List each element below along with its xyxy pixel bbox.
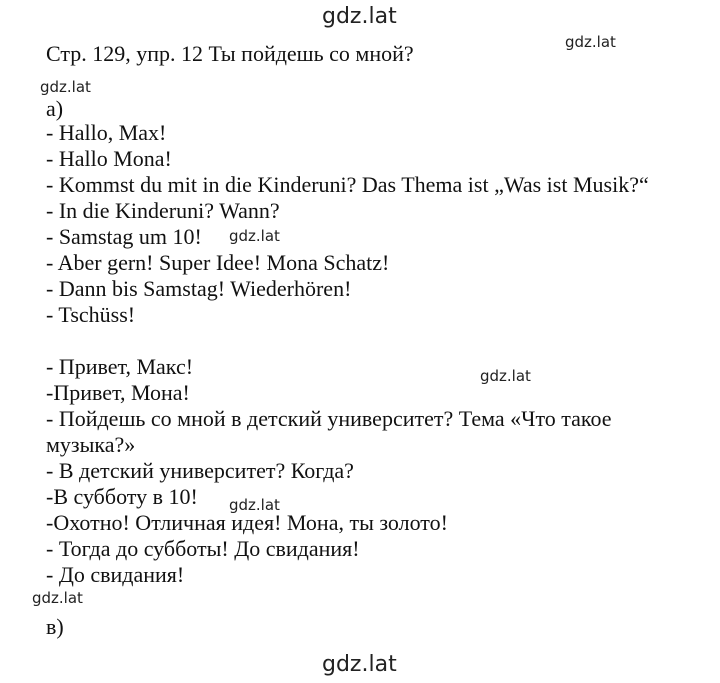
- german-line: - Hallo, Max!: [46, 120, 167, 145]
- german-line: - Kommst du mit in die Kinderuni? Das Thema ist „Was ist Musik?“: [46, 172, 649, 197]
- russian-line: -В субботу в 10!: [46, 484, 198, 509]
- russian-line: - До свидания!: [46, 562, 185, 587]
- russian-line: - Тогда до субботы! До свидания!: [46, 536, 360, 561]
- page-title: Стр. 129, упр. 12 Ты пойдешь со мной?: [46, 41, 414, 66]
- russian-line: музыка?»: [46, 432, 136, 457]
- watermark-right-mid: gdz.lat: [480, 367, 531, 385]
- russian-line: - Привет, Макс!: [46, 354, 194, 379]
- section-b-label: в): [46, 614, 64, 639]
- watermark-bottom: gdz.lat: [322, 652, 397, 677]
- watermark-mid-lower: gdz.lat: [229, 496, 280, 514]
- german-line: - Aber gern! Super Idee! Mona Schatz!: [46, 250, 390, 275]
- watermark-left-upper: gdz.lat: [40, 78, 91, 96]
- watermark-mid-upper: gdz.lat: [229, 227, 280, 245]
- russian-line: -Привет, Мона!: [46, 380, 190, 405]
- german-line: - Samstag um 10!: [46, 224, 202, 249]
- watermark-left-lower: gdz.lat: [32, 589, 83, 607]
- russian-line: - Пойдешь со мной в детский университет? Тема «Что такое: [46, 406, 612, 431]
- german-line: - Tschüss!: [46, 302, 136, 327]
- german-line: - Dann bis Samstag! Wiederhören!: [46, 276, 352, 301]
- german-line: - Hallo Mona!: [46, 146, 172, 171]
- section-a-label: а): [46, 96, 64, 121]
- watermark-top-right: gdz.lat: [565, 33, 616, 51]
- watermark-top: gdz.lat: [322, 4, 397, 29]
- russian-line: - В детский университет? Когда?: [46, 458, 354, 483]
- german-line: - In die Kinderuni? Wann?: [46, 198, 280, 223]
- russian-line: -Охотно! Отличная идея! Мона, ты золото!: [46, 510, 448, 535]
